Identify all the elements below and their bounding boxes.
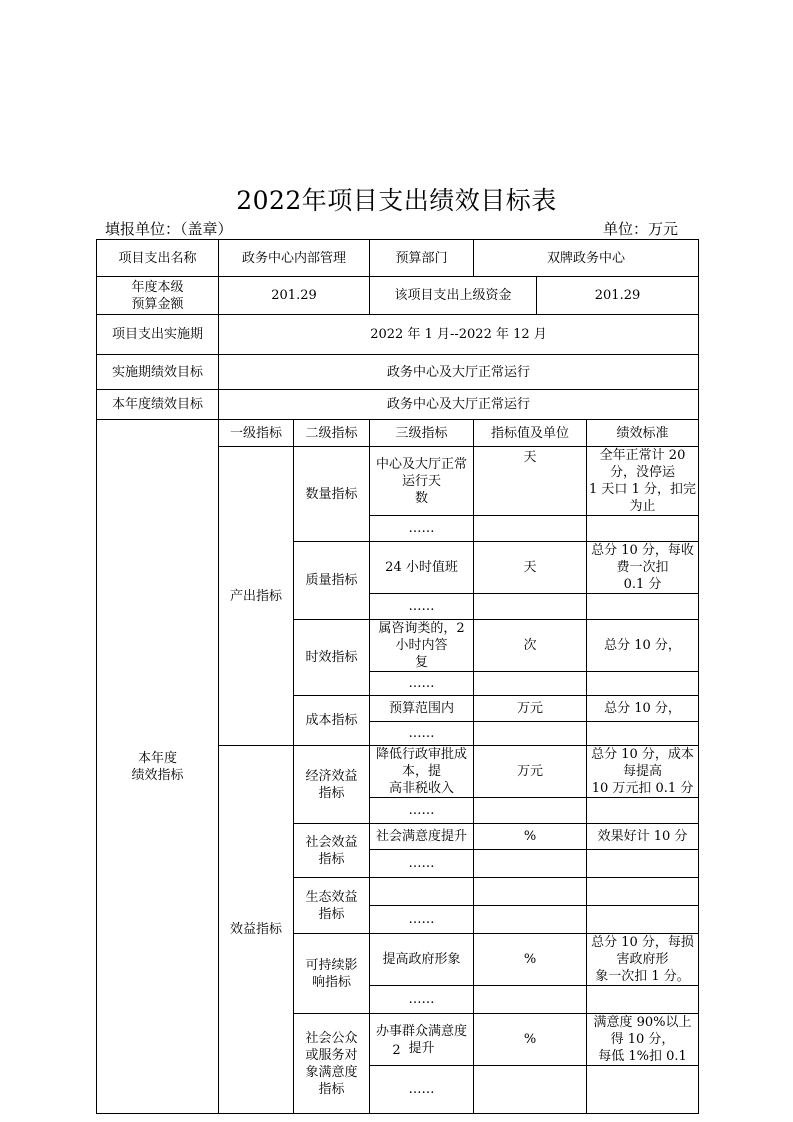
sustainable-l3: 提高政府形象 <box>370 934 474 986</box>
empty-cell <box>587 722 699 746</box>
quality-indicator-label: 质量指标 <box>294 542 370 620</box>
superior-funds-value: 201.29 <box>537 277 699 315</box>
empty-cell <box>474 722 587 746</box>
sustainable-more: …… <box>370 986 474 1014</box>
satisfaction-label-line2: 或服务对 <box>305 1047 358 1063</box>
quality-l3: 24 小时值班 <box>370 542 474 594</box>
empty-cell <box>474 672 587 696</box>
quantity-standard-line2: 1 天口 1 分，扣完为止 <box>589 482 696 514</box>
period-value: 2022 年 1 月--2022 年 12 月 <box>219 315 699 355</box>
project-name-label: 项目支出名称 <box>97 240 219 277</box>
empty-cell <box>474 516 587 542</box>
sustainable-indicator-label <box>294 934 370 1014</box>
budget-dept-label: 预算部门 <box>370 240 474 277</box>
empty-cell <box>587 986 699 1014</box>
empty-cell <box>587 672 699 696</box>
quality-standard-line2: 0.1 分 <box>623 577 662 592</box>
period-goal-label: 实施期绩效目标 <box>97 355 219 390</box>
economic-l3-line1: 降低行政审批成本，提 <box>376 747 468 779</box>
period-goal-row <box>97 355 699 390</box>
satisfaction-standard-line2: 每低 1%扣 0.1 <box>598 1049 687 1064</box>
period-label: 项目支出实施期 <box>97 315 219 355</box>
social-unit: % <box>474 824 587 850</box>
annual-budget-row <box>97 277 699 315</box>
economic-indicator-label <box>294 746 370 824</box>
project-name-value: 政务中心内部管理 <box>219 240 370 277</box>
satisfaction-label-line1: 社会公众 <box>305 1030 358 1046</box>
output-indicators-label: 产出指标 <box>219 447 294 746</box>
satisfaction-label-line4: 指标 <box>318 1081 345 1097</box>
filler-unit-label: 填报单位：（盖章） <box>105 220 233 238</box>
timeliness-l3-line2: 复 <box>415 655 429 670</box>
empty-cell <box>587 798 699 824</box>
cost-indicator-label: 成本指标 <box>294 696 370 746</box>
page-number: 2 <box>392 1043 401 1058</box>
quality-more: …… <box>370 594 474 620</box>
economic-standard-line1: 总分 10 分，成本每提高 <box>591 747 694 779</box>
sustainable-label-line1: 可持续影 <box>305 957 358 973</box>
annual-goal-row <box>97 390 699 420</box>
project-name-row <box>97 240 699 277</box>
economic-l3-line2: 高非税收入 <box>389 781 455 796</box>
empty-cell <box>587 850 699 878</box>
quantity-more: …… <box>370 516 474 542</box>
empty-cell <box>474 594 587 620</box>
col-level2: 二级指标 <box>294 420 370 447</box>
quantity-l3-line1: 中心及大厅正常运行天 <box>376 456 468 489</box>
economic-standard-line2: 10 万元扣 0.1 分 <box>591 781 694 796</box>
sustainable-standard-line1: 总分 10 分，每损害政府形 <box>591 935 694 967</box>
ecological-indicator-label <box>294 878 370 934</box>
quality-standard <box>587 542 699 594</box>
empty-cell <box>587 594 699 620</box>
empty-cell <box>587 1066 699 1114</box>
col-level1: 一级指标 <box>219 420 294 447</box>
social-more: …… <box>370 850 474 878</box>
empty-cell <box>587 906 699 934</box>
satisfaction-indicator-label <box>294 1014 370 1114</box>
annual-goal-value: 政务中心及大厅正常运行 <box>219 390 699 420</box>
sustainable-standard-line2: 象一次扣 1 分。 <box>595 969 690 984</box>
empty-cell <box>474 878 587 906</box>
social-standard: 效果好计 10 分 <box>587 824 699 850</box>
performance-target-table <box>96 239 699 1114</box>
superior-funds-label: 该项目支出上级资金 <box>370 277 537 315</box>
col-standard: 绩效标准 <box>587 420 699 447</box>
social-label-line1: 社会效益 <box>305 834 358 850</box>
currency-unit-label: 单位：万元 <box>602 220 678 238</box>
social-label-line2: 指标 <box>318 851 345 867</box>
satisfaction-l3: 办事群众满意度提升 <box>370 1014 474 1066</box>
benefit-indicators-label: 效益指标 <box>219 746 294 1114</box>
annual-goal-label: 本年度绩效目标 <box>97 390 219 420</box>
period-row <box>97 315 699 355</box>
timeliness-more: …… <box>370 672 474 696</box>
cost-standard: 总分 10 分， <box>587 696 699 722</box>
empty-cell <box>474 798 587 824</box>
cost-more: …… <box>370 722 474 746</box>
annual-indicators-label-line1: 本年度 <box>137 750 177 766</box>
economic-standard <box>587 746 699 798</box>
ecological-label-line1: 生态效益 <box>305 889 358 905</box>
economic-label-line2: 指标 <box>318 785 345 801</box>
timeliness-standard: 总分 10 分， <box>587 620 699 672</box>
timeliness-unit: 次 <box>474 620 587 672</box>
economic-l3 <box>370 746 474 798</box>
empty-cell <box>587 516 699 542</box>
timeliness-l3 <box>370 620 474 672</box>
col-level3: 三级指标 <box>370 420 474 447</box>
social-indicator-label <box>294 824 370 878</box>
satisfaction-more: …… <box>370 1066 474 1114</box>
quantity-l3 <box>370 447 474 516</box>
empty-cell <box>474 850 587 878</box>
page-title: 2022年项目支出绩效目标表 <box>236 186 557 215</box>
ecological-more: …… <box>370 906 474 934</box>
social-l3: 社会满意度提升 <box>370 824 474 850</box>
sustainable-unit: % <box>474 934 587 986</box>
satisfaction-standard-line1: 满意度 90%以上得 10 分， <box>593 1015 692 1047</box>
timeliness-l3-line1: 属咨询类的，2 小时内答 <box>378 621 465 653</box>
annual-budget-value: 201.29 <box>219 277 370 315</box>
quantity-standard-line1: 全年正常计 20 分，没停运 <box>599 448 686 480</box>
annual-budget-label-line2: 预算金额 <box>131 296 184 312</box>
quantity-standard <box>587 447 699 516</box>
economic-label-line1: 经济效益 <box>305 768 358 784</box>
annual-budget-label-line1: 年度本级 <box>131 279 184 295</box>
empty-cell <box>474 986 587 1014</box>
empty-cell <box>474 906 587 934</box>
annual-indicators-label-line2: 绩效指标 <box>131 767 184 783</box>
sustainable-label-line2: 响指标 <box>312 974 352 990</box>
indicator-header-row <box>97 420 699 447</box>
col-value-unit: 指标值及单位 <box>474 420 587 447</box>
economic-unit: 万元 <box>474 746 587 798</box>
empty-cell <box>474 1066 587 1114</box>
quality-standard-line1: 总分 10 分，每收费一次扣 <box>591 543 694 575</box>
empty-cell <box>587 878 699 906</box>
quantity-l3-line2: 数 <box>415 490 429 506</box>
satisfaction-label-line3: 象满意度 <box>305 1064 358 1080</box>
annual-indicators-label <box>97 420 219 1114</box>
sustainable-standard <box>587 934 699 986</box>
period-goal-value: 政务中心及大厅正常运行 <box>219 355 699 390</box>
ecological-label-line2: 指标 <box>318 906 345 922</box>
economic-more: …… <box>370 798 474 824</box>
cost-l3: 预算范围内 <box>370 696 474 722</box>
cost-unit: 万元 <box>474 696 587 722</box>
budget-dept-value: 双牌政务中心 <box>474 240 699 277</box>
annual-budget-label <box>97 277 219 315</box>
quantity-indicator-label: 数量指标 <box>294 447 370 542</box>
empty-cell <box>370 878 474 906</box>
satisfaction-unit: % <box>474 1014 587 1066</box>
timeliness-indicator-label: 时效指标 <box>294 620 370 696</box>
quality-unit: 天 <box>474 542 587 594</box>
quantity-unit: 天 <box>474 447 587 516</box>
